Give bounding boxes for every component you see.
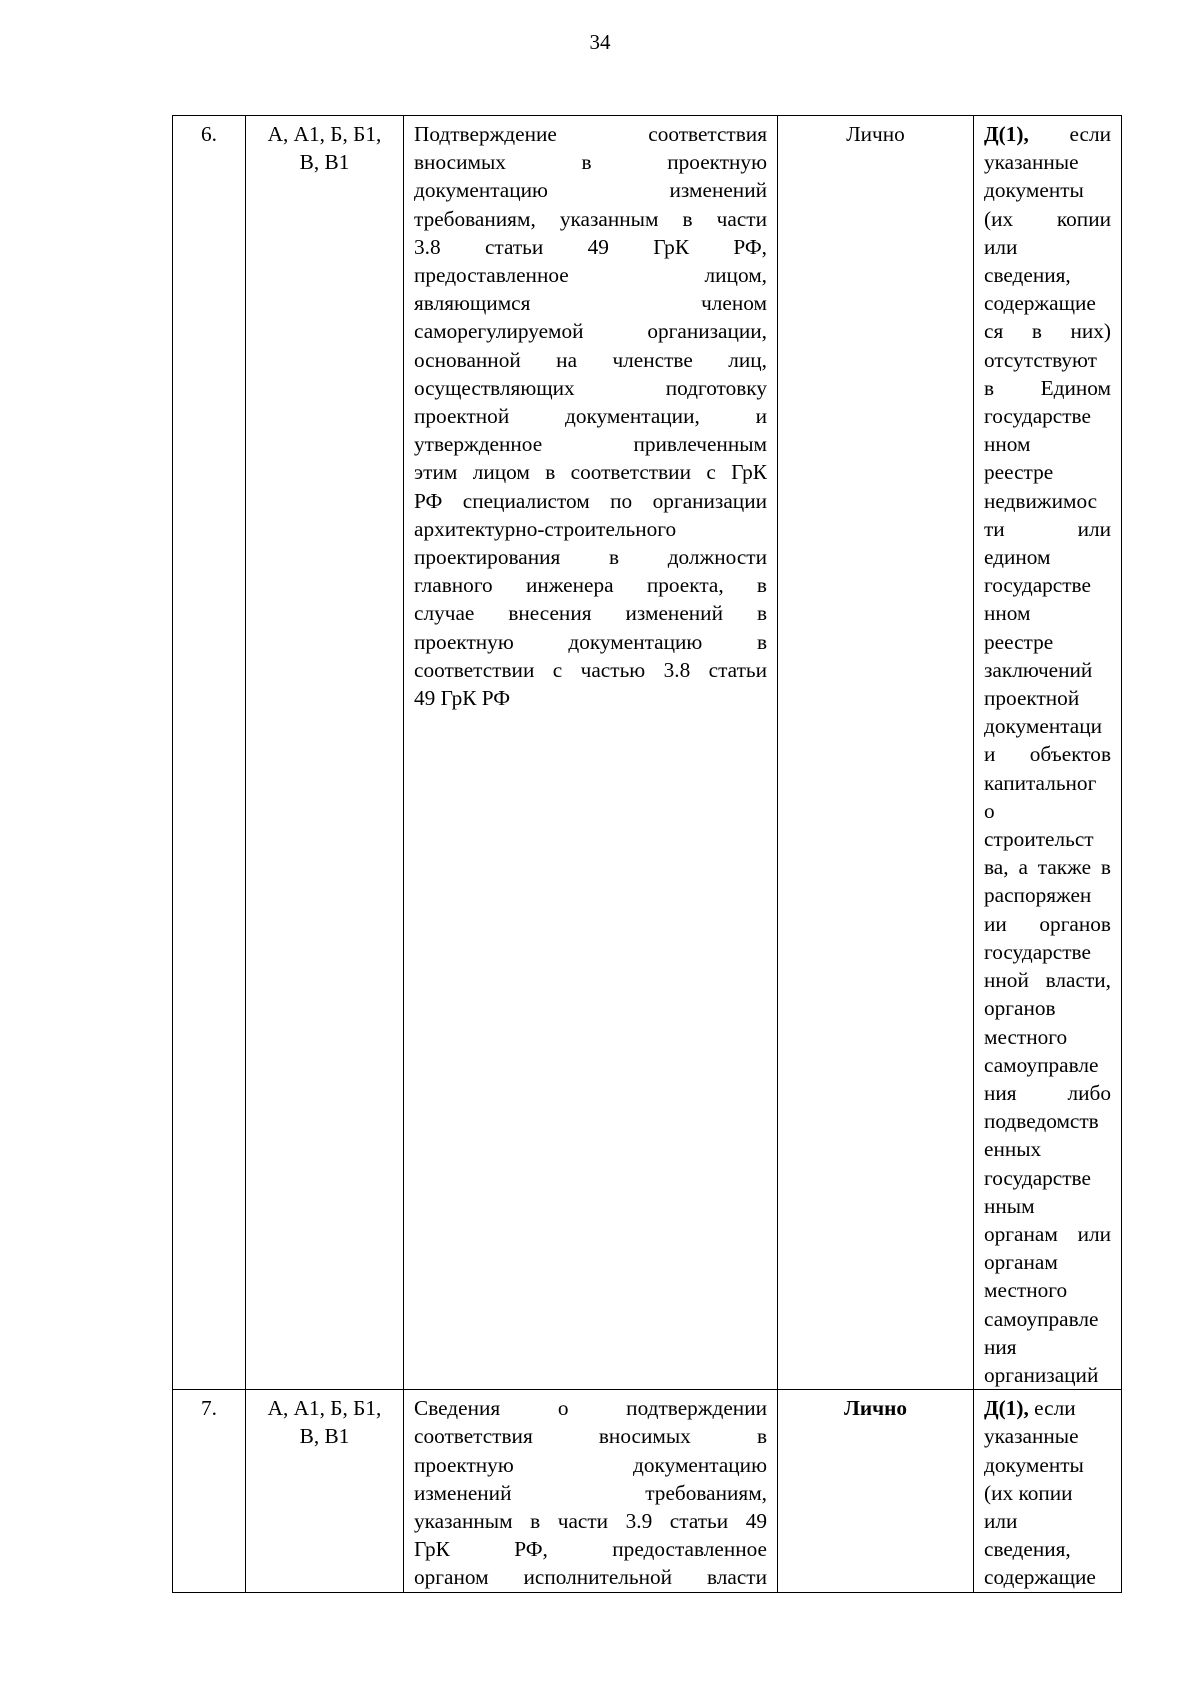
note-line: указанные [984,150,1079,175]
note-line: документы [984,178,1084,203]
description-line: осуществляющих подготовку [414,375,767,400]
note-line: государстве [984,1165,1091,1190]
description-line: указанным в части 3.9 статьи 49 [414,1508,767,1533]
note-line: ти или [984,516,1111,541]
description-line: изменений требованиям, [414,1480,767,1505]
row-number: 6. [173,116,246,1390]
description-line: документацию изменений [414,178,767,203]
note-line: местного [984,1278,1068,1303]
note-code: Д(1), [984,1396,1029,1421]
note-line: ния либо [984,1080,1111,1105]
description-line: утвержденное привлеченным [414,432,767,457]
note-line: проектной [984,686,1080,711]
note-line: нной власти, [984,968,1111,993]
description-line: случае внесения изменений в [414,601,767,626]
description-line: соответствия вносимых в [414,1424,767,1449]
note-line: капитальног [984,770,1097,795]
table-row [173,116,1122,1390]
description-line: соответствии с частью 3.8 статьи [414,657,767,682]
description-line: основанной на членстве лиц, [414,347,767,372]
note-line: нном [984,601,1031,626]
note-line: органов [984,996,1056,1021]
note-line: указанные [984,1424,1079,1449]
note-code: Д(1), [984,122,1029,146]
note-line: органам [984,1250,1058,1275]
note-line: сведения, [984,263,1071,288]
applicant-category-line: А, А1, Б, Б1, [267,122,382,146]
description-line: 3.8 статьи 49 ГрК РФ, [414,234,767,259]
description-line: требованиям, указанным в части [414,206,767,231]
applicant-category-line: В, В1 [299,150,350,175]
description-line: архитектурно-строительного [414,516,677,541]
note-line: государстве [984,939,1091,964]
note-line: строительст [984,827,1094,852]
note-first-line [984,120,1111,148]
note-line: документы [984,1452,1084,1477]
description-line: этим лицом в соответствии с ГрК [414,460,767,485]
note-line: или [984,1508,1018,1533]
document-description-cell [404,116,778,1390]
description-line: проектной документации, и [414,404,767,429]
note-line: нном [984,432,1031,457]
note-line: заключений [984,657,1093,682]
note-line: реестре [984,629,1054,654]
note-first-line [984,1394,1111,1422]
description-line: Подтверждение соответствия [414,122,767,146]
note-line: подведомств [984,1109,1099,1134]
submission-method-cell: Лично [778,116,974,1390]
description-line: главного инженера проекта, в [414,573,767,598]
documents-table [172,115,1122,1593]
note-cell [974,116,1122,1390]
description-line: проектную документацию в [414,629,767,654]
note-line: содержащие [984,291,1096,316]
note-line: нным [984,1193,1035,1218]
submission-method-cell: Лично [778,1390,974,1592]
description-line: саморегулируемой организации, [414,319,767,344]
note-cell [974,1390,1122,1592]
note-line: (их копии [984,1480,1073,1505]
applicant-category-line: А, А1, Б, Б1, [267,1396,382,1421]
description-line: являющимся членом [414,291,767,316]
description-line: Сведения о подтверждении [414,1396,767,1421]
applicant-category-cell [246,116,404,1390]
document-description-cell [404,1390,778,1592]
note-line: едином [984,545,1051,570]
page-number: 34 [589,30,611,54]
note-condition: если [1069,122,1111,146]
note-line: местного [984,1024,1068,1049]
note-line: (их копии [984,206,1111,231]
note-line: государстве [984,404,1091,429]
note-line: ва, а также в [984,855,1111,880]
description-line: РФ специалистом по организации [414,488,767,513]
note-line: ся в них) [984,319,1111,344]
applicant-category-line: В, В1 [299,1424,350,1449]
applicant-category-cell [246,1390,404,1592]
description-line: 49 ГрК РФ [414,686,511,711]
note-line: организаций [984,1362,1099,1387]
note-line: сведения, [984,1537,1071,1562]
note-line: самоуправле [984,1306,1099,1331]
table-row [173,1390,1122,1592]
note-line: ния [984,1334,1017,1359]
description-line: проектную документацию [414,1452,767,1477]
note-line: реестре [984,460,1054,485]
description-line: органом исполнительной власти [414,1565,767,1590]
description-line: ГрК РФ, предоставленное [414,1537,767,1562]
note-line: ии органов [984,911,1111,936]
note-line: и объектов [984,742,1111,767]
row-number: 7. [173,1390,246,1592]
note-line: органам или [984,1221,1111,1246]
note-line: отсутствуют [984,347,1097,372]
description-line: вносимых в проектную [414,150,767,175]
note-line: в Едином [984,375,1111,400]
note-line: государстве [984,573,1091,598]
note-line: недвижимос [984,488,1098,513]
note-line: документаци [984,714,1103,739]
note-line: енных [984,1137,1042,1162]
table-body [173,116,1122,1593]
note-line: самоуправле [984,1052,1099,1077]
note-condition: если [1034,1396,1076,1421]
description-line: предоставленное лицом, [414,263,767,288]
note-line: содержащие [984,1565,1096,1590]
note-line: о [984,798,995,823]
note-line: или [984,234,1018,259]
description-line: проектирования в должности [414,545,767,570]
note-line: распоряжен [984,883,1092,908]
